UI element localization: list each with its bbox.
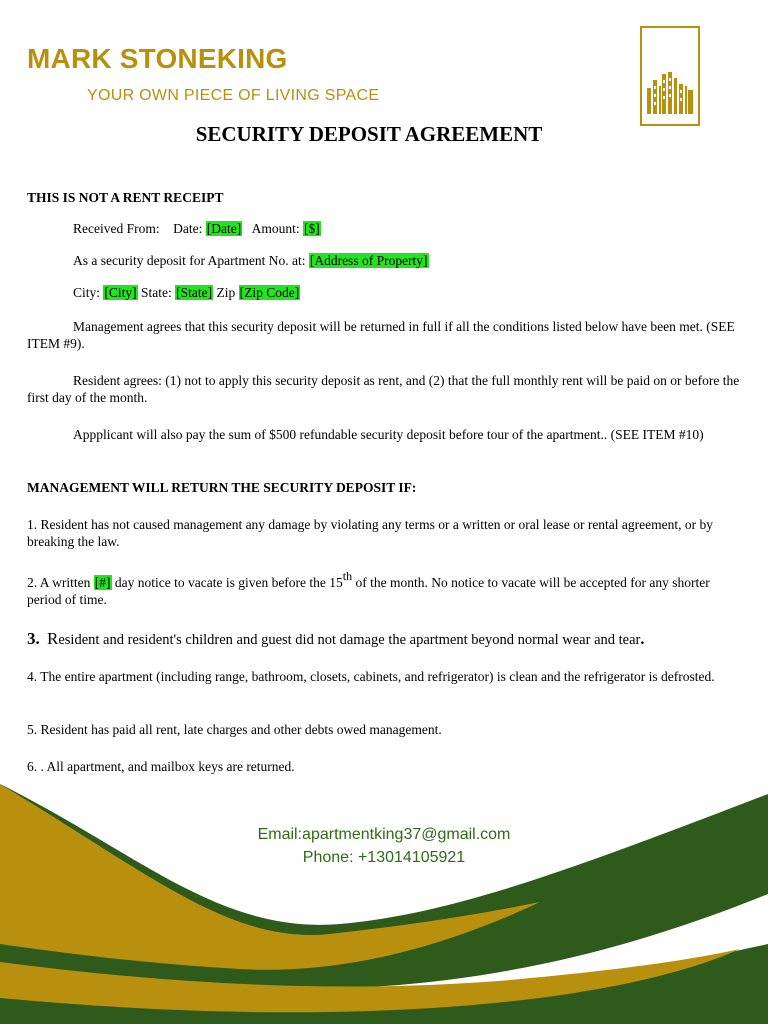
item3-text: esident and resident's children and guest did not damage the apartment beyond normal wear and tear — [58, 632, 641, 648]
received-from-line — [73, 220, 321, 237]
item3-initial: R — [47, 629, 59, 648]
city-line — [73, 284, 300, 301]
brand-name: MARK STONEKING — [27, 43, 288, 74]
contact-phone[interactable]: Phone: +13014105921 — [302, 849, 466, 866]
condition-item-1: 1. Resident has not caused management any damage by violating any terms or a written or oral lease or rental agreement, or by breaking the law. — [27, 517, 714, 549]
condition-item-5: 5. Resident has paid all rent, late charges and other debts owed management. — [27, 722, 442, 737]
zip-field[interactable]: [Zip Code] — [239, 285, 300, 300]
address-field[interactable]: [Address of Property] — [309, 253, 428, 268]
item2-text-a: 2. A written — [27, 575, 91, 590]
condition-item-3 — [27, 630, 742, 649]
item3-period: . — [640, 631, 645, 648]
received-from-label: Received From: — [73, 221, 160, 236]
notice-days-field[interactable]: [#] — [94, 575, 111, 590]
amount-field[interactable]: [$] — [304, 221, 320, 236]
resident-paragraph: Resident agrees: (1) not to apply this security deposit as rent, and (2) that the full monthly rent will be paid on or before the first day of the month. — [27, 373, 740, 405]
date-field[interactable]: [Date] — [206, 221, 242, 236]
conditions-heading: MANAGEMENT WILL RETURN THE SECURITY DEPOSIT IF: — [27, 480, 417, 495]
document-title: SECURITY DEPOSIT AGREEMENT — [195, 122, 543, 146]
date-label: Date: — [173, 221, 203, 236]
contact-email[interactable]: Email:apartmentking37@gmail.com — [257, 826, 511, 843]
condition-item-2 — [27, 569, 742, 608]
item3-number: 3. — [27, 629, 40, 648]
building-logo-icon — [640, 26, 700, 126]
footer-wave-decoration — [0, 784, 768, 1024]
state-label: State: — [141, 285, 172, 300]
apartment-line — [73, 252, 429, 269]
applicant-paragraph: Appplicant will also pay the sum of $500 refundable security deposit before tour of the apartment.. (SEE ITEM #10) — [73, 427, 704, 442]
ordinal-superscript: th — [342, 569, 353, 583]
zip-label: Zip — [216, 285, 236, 300]
tagline: YOUR OWN PIECE OF LIVING SPACE — [87, 87, 380, 104]
management-paragraph: Management agrees that this security deposit will be returned in full if all the conditions listed below have been met. (SEE ITEM #9). — [27, 319, 735, 351]
amount-label: Amount: — [251, 221, 300, 236]
state-field[interactable]: [State] — [176, 285, 213, 300]
receipt-notice: THIS IS NOT A RENT RECEIPT — [27, 190, 224, 205]
condition-item-4: 4. The entire apartment (including range, bathroom, closets, cabinets, and refrigerator) is clean and the refrigerator is defrosted. — [27, 669, 715, 684]
condition-item-6: 6. . All apartment, and mailbox keys are returned. — [27, 759, 295, 774]
apartment-label: As a security deposit for Apartment No. at: — [73, 253, 306, 268]
city-field[interactable]: [City] — [104, 285, 137, 300]
city-label: City: — [73, 285, 101, 300]
item2-text-b: day notice to vacate is given before the 15 — [114, 575, 343, 590]
item2-text-c: of the month. No notice to vacate will be accepted for any shorter period of time. — [27, 575, 710, 607]
